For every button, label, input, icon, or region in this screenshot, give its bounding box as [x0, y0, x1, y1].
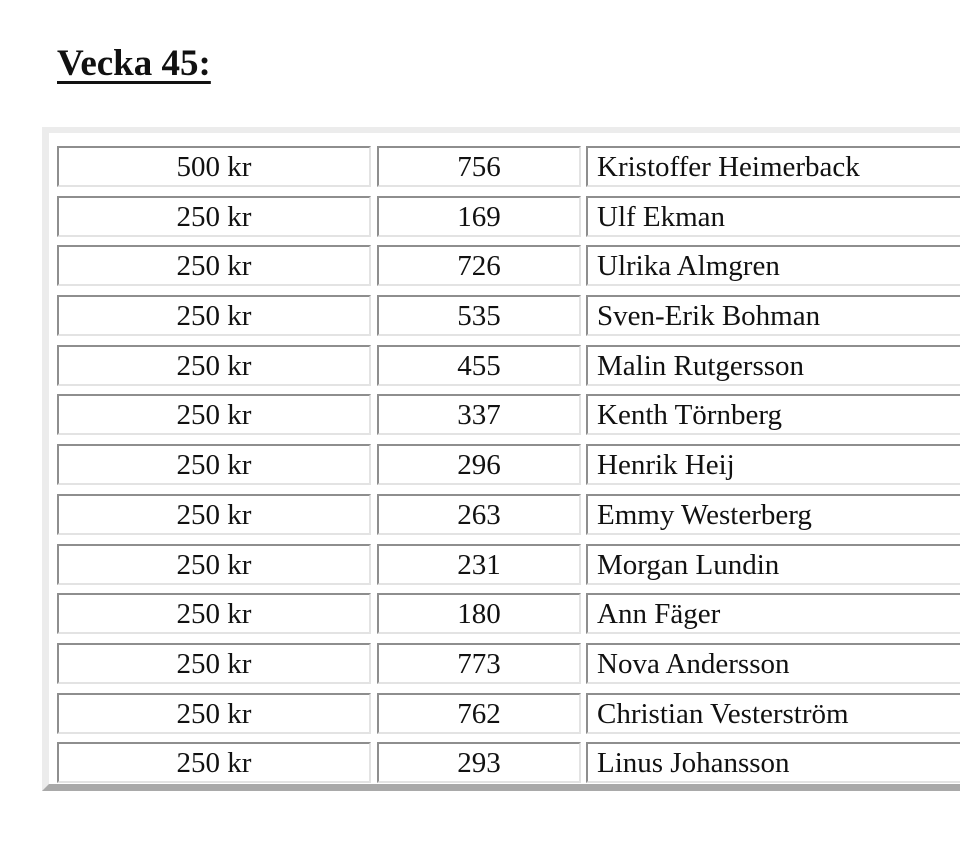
winner-name-cell: Kenth Törnberg — [586, 394, 960, 435]
winner-name-cell: Linus Johansson — [586, 742, 960, 783]
winner-name-cell: Henrik Heij — [586, 444, 960, 485]
prize-amount-cell: 250 kr — [57, 693, 371, 734]
table-row — [57, 693, 960, 743]
prize-amount-cell: 250 kr — [57, 593, 371, 634]
winner-name-cell: Emmy Westerberg — [586, 494, 960, 535]
prize-amount-cell: 250 kr — [57, 295, 371, 336]
prize-amount-cell: 250 kr — [57, 444, 371, 485]
prize-amount-cell: 250 kr — [57, 494, 371, 535]
table-row — [57, 544, 960, 594]
ticket-number-cell: 337 — [377, 394, 581, 435]
table-row — [57, 196, 960, 246]
table-row — [57, 593, 960, 643]
ticket-number-cell: 726 — [377, 245, 581, 286]
ticket-number-cell: 535 — [377, 295, 581, 336]
table-row — [57, 742, 960, 792]
winner-name-cell: Nova Andersson — [586, 643, 960, 684]
winner-name-cell: Ulrika Almgren — [586, 245, 960, 286]
page-title: Vecka 45: — [57, 43, 211, 84]
winner-name-cell: Christian Vesterström — [586, 693, 960, 734]
ticket-number-cell: 455 — [377, 345, 581, 386]
prize-amount-cell: 250 kr — [57, 345, 371, 386]
table-row — [57, 345, 960, 395]
winners-table — [42, 127, 960, 791]
prize-amount-cell: 250 kr — [57, 394, 371, 435]
prize-amount-cell: 250 kr — [57, 544, 371, 585]
winner-name-cell: Ann Fäger — [586, 593, 960, 634]
prize-amount-cell: 250 kr — [57, 245, 371, 286]
ticket-number-cell: 180 — [377, 593, 581, 634]
prize-amount-cell: 250 kr — [57, 643, 371, 684]
ticket-number-cell: 296 — [377, 444, 581, 485]
ticket-number-cell: 773 — [377, 643, 581, 684]
winner-name-cell: Kristoffer Heimerback — [586, 146, 960, 187]
table-row — [57, 394, 960, 444]
winner-name-cell: Ulf Ekman — [586, 196, 960, 237]
prize-amount-cell: 500 kr — [57, 146, 371, 187]
table-row — [57, 643, 960, 693]
table-row — [57, 295, 960, 345]
ticket-number-cell: 263 — [377, 494, 581, 535]
ticket-number-cell: 293 — [377, 742, 581, 783]
table-row — [57, 444, 960, 494]
prize-amount-cell: 250 kr — [57, 742, 371, 783]
ticket-number-cell: 231 — [377, 544, 581, 585]
winner-name-cell: Morgan Lundin — [586, 544, 960, 585]
ticket-number-cell: 762 — [377, 693, 581, 734]
winner-name-cell: Sven-Erik Bohman — [586, 295, 960, 336]
ticket-number-cell: 169 — [377, 196, 581, 237]
winners-table-body — [57, 146, 960, 792]
prize-amount-cell: 250 kr — [57, 196, 371, 237]
ticket-number-cell: 756 — [377, 146, 581, 187]
winner-name-cell: Malin Rutgersson — [586, 345, 960, 386]
table-row — [57, 494, 960, 544]
table-row — [57, 245, 960, 295]
table-row — [57, 146, 960, 196]
